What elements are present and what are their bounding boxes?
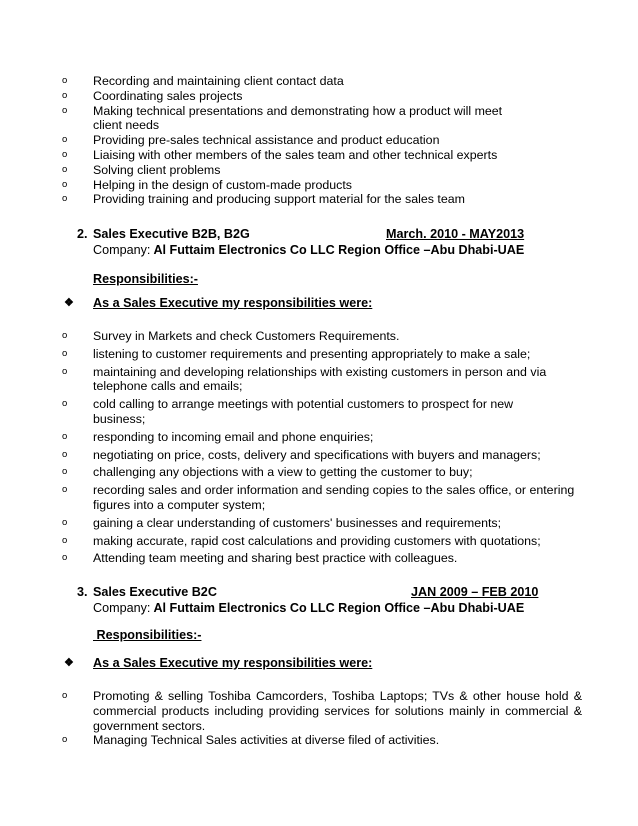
company-name: Al Futtaim Electronics Co LLC Region Office –Abu Dhabi-UAE	[150, 243, 525, 257]
list-item: o Managing Technical Sales activities at diverse filed of activities.	[62, 733, 582, 748]
diamond-bullet-icon: ❖	[64, 297, 74, 309]
list-item: o cold calling to arrange meetings with potential customers to prospect for new business;	[62, 397, 582, 427]
company-label: Company:	[93, 243, 151, 257]
list-item: o Helping in the design of custom-made products	[62, 178, 582, 193]
list-item: o responding to incoming email and phone enquiries;	[62, 430, 582, 445]
job-2-company	[93, 243, 524, 258]
list-item: o negotiating on price, costs, delivery and specifications with buyers and managers;	[62, 448, 582, 463]
job-3-intro-text: As a Sales Executive my responsibilities were:	[93, 656, 373, 670]
list-item: o Coordinating sales projects	[62, 89, 582, 104]
job-3-number: 3.	[77, 585, 88, 599]
top-bullet-list	[62, 74, 582, 207]
list-item: o Liaising with other members of the sales team and other technical experts	[62, 148, 582, 163]
job-2-bullet-list	[62, 329, 582, 566]
job-3-title: Sales Executive B2C	[93, 585, 217, 599]
list-item: o Attending team meeting and sharing best practice with colleagues.	[62, 551, 582, 566]
list-item: o maintaining and developing relationships with existing customers in person and via telephone calls and emails;	[62, 365, 582, 395]
job-2-responsibilities-heading: Responsibilities:-	[93, 272, 198, 286]
list-item: o Promoting & selling Toshiba Camcorders, Toshiba Laptops; TVs & other house hold & commercial products including providing services for solutions mainly in commercial & government sectors.	[62, 689, 582, 733]
job-3-bullet-list	[62, 689, 582, 748]
list-item: o Providing pre-sales technical assistance and product education	[62, 133, 582, 148]
job-3-dates: JAN 2009 – FEB 2010	[411, 585, 539, 599]
list-item: o Solving client problems	[62, 163, 582, 178]
job-2-title: Sales Executive B2B, B2G	[93, 227, 250, 241]
job-2-number: 2.	[77, 227, 88, 241]
list-item: o listening to customer requirements and presenting appropriately to make a sale;	[62, 347, 582, 362]
job-2-dates: March. 2010 - MAY2013	[386, 227, 525, 241]
list-item: o Making technical presentations and demonstrating how a product will meet client needs	[62, 104, 582, 134]
job-3-company	[93, 601, 524, 616]
diamond-bullet-icon: ❖	[64, 657, 74, 669]
list-item: o Survey in Markets and check Customers Requirements.	[62, 329, 582, 344]
job-2-intro-text: As a Sales Executive my responsibilities were:	[93, 296, 373, 310]
list-item: o recording sales and order information and sending copies to the sales office, or entering figures into a computer system;	[62, 483, 582, 513]
list-item: o challenging any objections with a view to getting the customer to buy;	[62, 465, 582, 480]
company-name: Al Futtaim Electronics Co LLC Region Office –Abu Dhabi-UAE	[150, 601, 525, 615]
list-item: o Recording and maintaining client contact data	[62, 74, 582, 89]
company-label: Company:	[93, 601, 151, 615]
list-item: o gaining a clear understanding of customers' businesses and requirements;	[62, 516, 582, 531]
list-item: o making accurate, rapid cost calculations and providing customers with quotations;	[62, 534, 582, 549]
job-3-responsibilities-heading: Responsibilities:-	[93, 628, 202, 642]
list-item: o Providing training and producing support material for the sales team	[62, 192, 582, 207]
